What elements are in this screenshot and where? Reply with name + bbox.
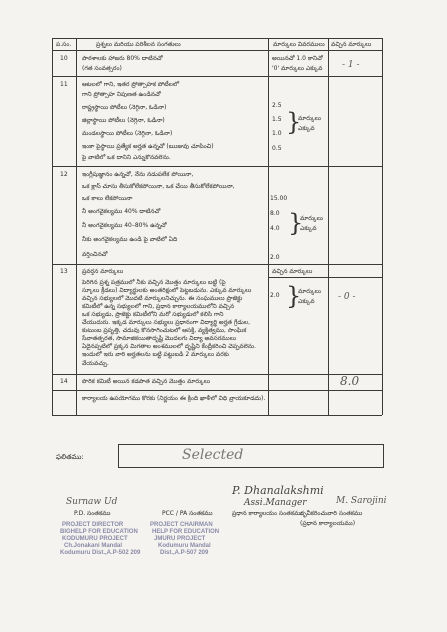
marks-detail: అయినచో 1.0 కానిచో (272, 55, 323, 62)
row-separator (52, 76, 382, 77)
header-bottom-border (52, 50, 382, 51)
stamp-line: Kodumuru Mandal (158, 543, 211, 549)
row-line: ఒక సభ్యుడు, ప్రాజెక్టు కమిటీలోని మరో సభ్యుడులో కలిసి గాని (82, 311, 224, 318)
marks-note: ఎక్కువ (300, 225, 317, 232)
marks-detail: '0' మార్కులు ఎక్కువ (272, 65, 323, 72)
stamp-line: BIGHELP FOR EDUCATION (60, 529, 138, 535)
marks-value: 1.5 (272, 116, 282, 123)
marks-value: 4.0 (270, 225, 280, 232)
signature-handwriting: Assi.Manager (244, 498, 307, 508)
row-line: పై వాటిలో ఒక దానిని ఎన్నుకొనవలెను. (82, 154, 171, 161)
stamp-line: KODUMURU PROJECT (62, 536, 128, 542)
row-line: నీ అంగవైకల్యము 40% దాటినచో (82, 208, 161, 215)
signature-handwriting: Surnaw Ud (66, 497, 118, 507)
row-line: (గత సంవత్సరం) (82, 65, 122, 72)
total-marks-handwritten: 8.0 (340, 374, 360, 388)
signature-label: ప్రధాన కార్యాలయం సంతకము (232, 510, 303, 517)
row-line: స్కూలు క్రీడలు) విద్యార్థులకు అంతరిక్షంలో పెట్టబడును. ఎక్కువ మార్కులు (82, 287, 252, 294)
marks-value: 8.0 (270, 210, 280, 217)
row-line: ఒక క్లాస్ చూసు తీసుకోలేకపోయినా, ఒక చేయి తీసుకోలేకపోయినా, (82, 183, 235, 190)
signature-label: PCC / PA సంతకము (162, 510, 213, 517)
marks-value: 15.00 (270, 195, 288, 202)
marks-value: 1.0 (272, 130, 282, 137)
signature-handwriting: P. Dhanalakshmi (232, 484, 324, 497)
header-marks-detail: మార్కులు వివరములు (273, 41, 325, 48)
stamp-line: Dist.,A.P-507 209 (160, 550, 209, 556)
row-separator (52, 166, 382, 167)
row-line: కుటుంబ ప్రపృత్తి, చదువు కొనసాగించుటలో ఆసక్తి, వ్యక్తిత్వము, సాంఘిక (82, 327, 247, 334)
signature-label: దృవీకరించువారి సంతకము (300, 510, 363, 517)
row-line: గాని ప్రోత్సాహ నిపుణత ఉండినచో (82, 91, 161, 98)
row-line: ఏదైనప్పటిలో ప్రక్కన మిగతాల అంశములలో దృష్టిని కేంద్రీకరించి చెప్పవలెను. (82, 343, 256, 350)
col-divider-3 (328, 38, 329, 415)
office-use-note: కార్యాలయ ఉపయోగము కొరకు (నిర్ణయం ఈ క్రింది ఖాళీలో విధి వ్రాయకూడదు). (82, 395, 266, 402)
row-number: 10 (60, 55, 68, 62)
row-separator (52, 264, 382, 265)
result-label: ఫలితము: (56, 453, 84, 461)
row-line: నీ అంగవైకల్యము 40–80% ఉన్నచో (82, 222, 167, 229)
row-line: ఇంగ్లీషుజ్ఞానం ఉన్నచో, నేను నడుపలేక పోయినా, (82, 171, 194, 178)
row-line: ఇందులో ఇరు వారి అర్హతలను బట్టి పట్టుబడి 2 మార్కులు వరకు (82, 351, 229, 358)
row-line: వచ్చిన సభ్యులలో మొదటి మార్కులనిచ్చును. ఈ సంఘములు ప్రాజెక్టు (82, 295, 243, 302)
stamp-line: HELP FOR EDUCATION (152, 529, 220, 535)
row-number: 12 (60, 171, 68, 178)
brace-glyph: } (286, 108, 302, 136)
result-box (118, 444, 384, 468)
marks-value: 2.5 (272, 102, 282, 109)
row-line: వర్తించినచో (82, 251, 108, 258)
row-line: మండలస్థాయి పోటీలు (నెగ్గినా, ఓడినా) (82, 130, 173, 137)
row-separator (52, 374, 382, 375)
row-line: రాష్ట్రస్థాయి పోటీలు (నెగ్గినా, ఓడినా) (82, 104, 167, 111)
marks-note: మార్కులు (300, 215, 323, 222)
row-line: ఆటలలో గాని, ఇతర ప్రోత్సాహక పోటీలలో (82, 81, 180, 88)
stamp-line: PROJECT CHAIRMAN (150, 522, 213, 528)
marks-value: 2.0 (270, 254, 280, 261)
marks-col-head: వచ్చిన మార్కులు (272, 268, 313, 275)
marks-got-handwritten: - 0 - (338, 292, 356, 302)
row-number: 11 (60, 81, 68, 88)
row-separator (268, 277, 382, 278)
stamp-line: Kodumuru Dist.,A.P-502 209 (60, 550, 141, 556)
marks-value: 2.0 (270, 292, 280, 299)
col-divider-1 (76, 38, 77, 415)
marks-note: మార్కులు (298, 288, 321, 295)
header-marks-got: వచ్చిన మార్కులు (331, 41, 372, 48)
row-number: 14 (60, 378, 68, 385)
row-line: వేయవచ్చు. (82, 360, 109, 367)
marks-value: 0.5 (272, 145, 282, 152)
marks-note: ఎక్కువ (298, 125, 315, 132)
header-questions: ప్రశ్నలు మరియు పరిశీలన సంగతులు (96, 41, 181, 48)
row-line: ఒక కాలు లేకపోయినా (82, 195, 133, 202)
brace-glyph: } (288, 209, 304, 237)
stamp-line: PROJECT DIRECTOR (62, 522, 124, 528)
row-title: ప్రవర్తన మార్కులు (82, 268, 124, 275)
row-line: జిల్లాస్థాయి పోటీలు (నెగ్గినా, ఓడినా) (82, 117, 165, 124)
table-left-border (52, 38, 53, 415)
brace-glyph: } (286, 282, 302, 310)
table-top-border (52, 38, 382, 39)
row-line: పెరిగిన ప్రశ్న పత్రములో నీకు వచ్చిన మొత్తం మార్కులు బట్టి (పై (82, 279, 226, 286)
row-line: పాఠశాలకు హాజరు 80% దాటినచో (82, 55, 163, 62)
row-separator (52, 390, 382, 391)
row-line: పొరిక కమిటీ అయిన కడపాత వచ్చిన మొత్తం మార్కులు (82, 378, 211, 385)
signature-handwriting: M. Sarojini (336, 496, 387, 506)
marks-note: ఎక్కువ (298, 298, 315, 305)
stamp-line: JMURU PROJECT (154, 536, 206, 542)
marks-got-handwritten: - 1 - (342, 60, 360, 70)
result-handwritten: Selected (182, 447, 244, 463)
row-line: కమిటీలో ఉన్న సభ్యులలో గాని, ప్రధాన కార్యాలయములోని వచ్చిన (82, 303, 235, 310)
stamp-line: Ch.Jonakani Mandal (64, 543, 123, 549)
row-line: సేవాతత్పరత, సామాజికయితాదృష్టి మొదలగు విద్యా అవసరములు (82, 335, 237, 342)
table-bottom-border (52, 415, 382, 416)
row-line: నీకు అంగవైకల్యము ఉండి పై వాటిలో ఏది (82, 236, 178, 243)
marks-note: మార్కులు (298, 115, 321, 122)
row-number: 13 (60, 268, 68, 275)
signature-label: P.D. సంతకము (74, 510, 111, 517)
table-right-border (382, 38, 383, 415)
signature-sublabel: (ప్రధాన కార్యాలయము) (300, 520, 356, 527)
col-divider-2 (268, 38, 269, 415)
header-sno: ప.సం. (56, 41, 72, 48)
row-line: ఇంకా పైస్థాయి ప్రత్యేక అర్హత ఉన్నచో (ఋజువు చూపించి) (82, 143, 214, 150)
row-line: చేయుదురు. ఇక్కడ మార్కులు సభ్యులు ప్రధానంగా విద్యార్థి అర్హత గ్రేడుల, (82, 319, 251, 326)
